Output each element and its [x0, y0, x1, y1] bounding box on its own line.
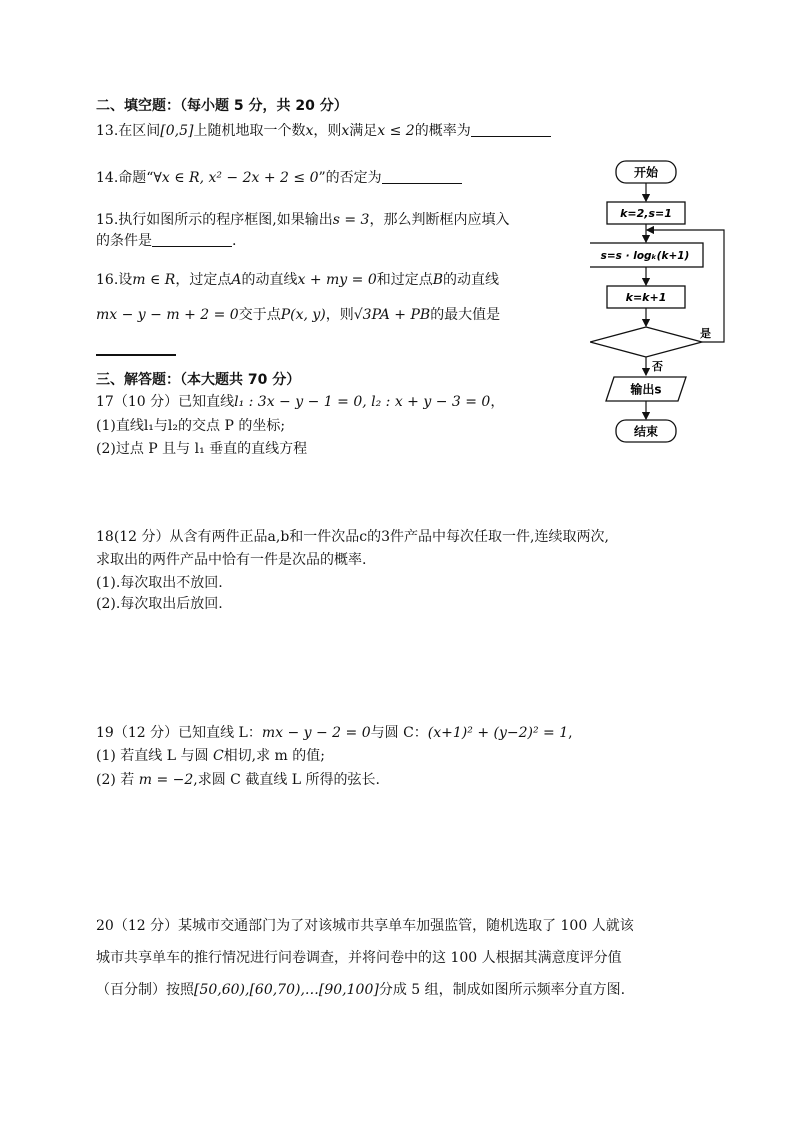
- q16-suffix: 的动直线: [443, 272, 500, 288]
- flow-start-label: 开始: [633, 165, 659, 180]
- flow-end-label: 结束: [633, 424, 659, 439]
- question-15-line1: [96, 210, 509, 230]
- q17-item2: (2)过点 P 且与 l₁ 垂直的直线方程: [96, 441, 308, 457]
- q20-line1: 20（12 分）某城市交通部门为了对该城市共享单车加强监管，随机选取了 100 人就该: [96, 918, 634, 934]
- question-16-line1: [96, 270, 499, 290]
- q19-item2: [96, 770, 380, 790]
- q16-mid2: 的动直线: [241, 272, 298, 288]
- q19-item1-C: C: [212, 748, 224, 764]
- q19-item2-suffix: ,求圆 C 截直线 L 所得的弦长.: [193, 772, 380, 788]
- section2-title: 二、填空题：（每小题 5 分，共 20 分）: [96, 98, 348, 114]
- q16-mid: ，过定点: [175, 272, 232, 288]
- q16-expr: √3PA + PB: [353, 307, 431, 323]
- q16-B: B: [432, 272, 444, 288]
- q13-cond: x ≤ 2: [377, 123, 415, 139]
- q13-var1: x: [305, 123, 314, 139]
- flow-decision: [590, 327, 702, 357]
- q15-answer-blank[interactable]: [152, 232, 232, 247]
- q20-line3: [96, 980, 625, 1000]
- q13-suffix: 的概率为: [414, 123, 471, 139]
- question-14: [96, 168, 462, 188]
- q18-line1: 18(12 分）从含有两件正品a,b和一件次品c的3件产品中每次任取一件,连续取两次,: [96, 529, 609, 545]
- q17-suffix: ，: [490, 394, 505, 410]
- q16-answer-blank[interactable]: [96, 354, 176, 356]
- q18-line2: 求取出的两件产品中恰有一件是次品的概率.: [96, 552, 367, 568]
- q16-m: m ∈ R: [132, 272, 176, 288]
- q14-answer-blank[interactable]: [382, 169, 462, 184]
- q13-prefix: 13.在区间: [96, 123, 161, 139]
- q16-eq2: mx − y − m + 2 = 0: [96, 307, 239, 323]
- q13-mid2: ，则: [313, 123, 342, 139]
- q19-circle-eq: (x+1)² + (y−2)² = 1: [427, 725, 569, 741]
- q15-suffix: ，那么判断框内应填入: [369, 212, 510, 228]
- q14-suffix: ”的否定为: [318, 170, 382, 186]
- q18-item2: (2).每次取出后放回.: [96, 596, 223, 612]
- question-13: [96, 121, 551, 141]
- q15-line2-suffix: .: [232, 233, 237, 249]
- flow-output-label: 输出s: [630, 382, 662, 397]
- q19-prefix: 19（12 分）已知直线 L：: [96, 725, 262, 741]
- q16-line2-mid2: ，则: [325, 307, 354, 323]
- q14-prefix: 14.命题“: [96, 170, 154, 186]
- q19-item1: [96, 746, 325, 766]
- q16-line2-suffix: 的最大值是: [430, 307, 501, 323]
- q19-line-eq: mx − y − 2 = 0: [261, 725, 371, 741]
- question-19-line1: [96, 723, 573, 743]
- q17-item1: (1)直线l₁与l₂的交点 P 的坐标;: [96, 418, 286, 434]
- q19-mid: 与圆 C：: [370, 725, 428, 741]
- q16-line2-mid: 交于点: [238, 307, 281, 323]
- flow-update-k-label: k=k+1: [625, 291, 667, 304]
- q16-A: A: [231, 272, 242, 288]
- q13-mid3: 满足: [349, 123, 378, 139]
- q17-prefix: 17（10 分）已知直线: [96, 394, 235, 410]
- q20-line2: 城市共享单车的推行情况进行问卷调查，并将问卷中的这 100 人根据其满意度评分值: [96, 950, 622, 966]
- q19-item2-eq: m = −2: [138, 772, 194, 788]
- flow-init-label: k=2,s=1: [620, 207, 672, 220]
- q16-P: P(x, y): [280, 307, 326, 323]
- q16-eq1: x + my = 0: [297, 272, 377, 288]
- question-15-line2: [96, 231, 236, 251]
- q19-item1-prefix: (1) 若直线 L 与圆: [96, 748, 213, 764]
- q20-intervals: [50,60),[60,70),…[90,100]: [194, 982, 379, 998]
- q15-line2-prefix: 的条件是: [96, 233, 152, 249]
- q20-line3-suffix: 分成 5 组，制成如图所示频率分直方图.: [378, 982, 626, 998]
- question-16-line2: [96, 305, 500, 325]
- flow-update-s-label: s=s · logₖ(k+1): [600, 250, 690, 262]
- question-17-line1: [96, 392, 504, 412]
- q19-item2-prefix: (2) 若: [96, 772, 139, 788]
- q13-mid: 上随机地取一个数: [193, 123, 306, 139]
- q15-formula: s = 3: [332, 212, 370, 228]
- q17-lines: l₁ : 3x − y − 1 = 0, l₂ : x + y − 3 = 0: [234, 394, 491, 410]
- q19-item1-suffix: 相切,求 m 的值;: [223, 748, 325, 764]
- section3-title: 三、解答题：（本大题共 70 分）: [96, 372, 301, 388]
- flow-yes-label: 是: [700, 327, 711, 340]
- q20-line3-prefix: （百分制）按照: [96, 982, 194, 998]
- flow-no-label: 否: [652, 360, 663, 373]
- program-flowchart: [590, 155, 740, 450]
- q15-prefix: 15.执行如图所示的程序框图,如果输出: [96, 212, 333, 228]
- q16-mid3: 和过定点: [376, 272, 433, 288]
- q19-suffix: ,: [568, 725, 573, 741]
- q13-var2: x: [341, 123, 350, 139]
- q14-formula: ∀x ∈ R, x² − 2x + 2 ≤ 0: [153, 170, 319, 186]
- q18-item1: (1).每次取出不放回.: [96, 575, 223, 591]
- q13-interval: [0,5]: [160, 123, 194, 139]
- q13-answer-blank[interactable]: [471, 122, 551, 137]
- q16-prefix: 16.设: [96, 272, 133, 288]
